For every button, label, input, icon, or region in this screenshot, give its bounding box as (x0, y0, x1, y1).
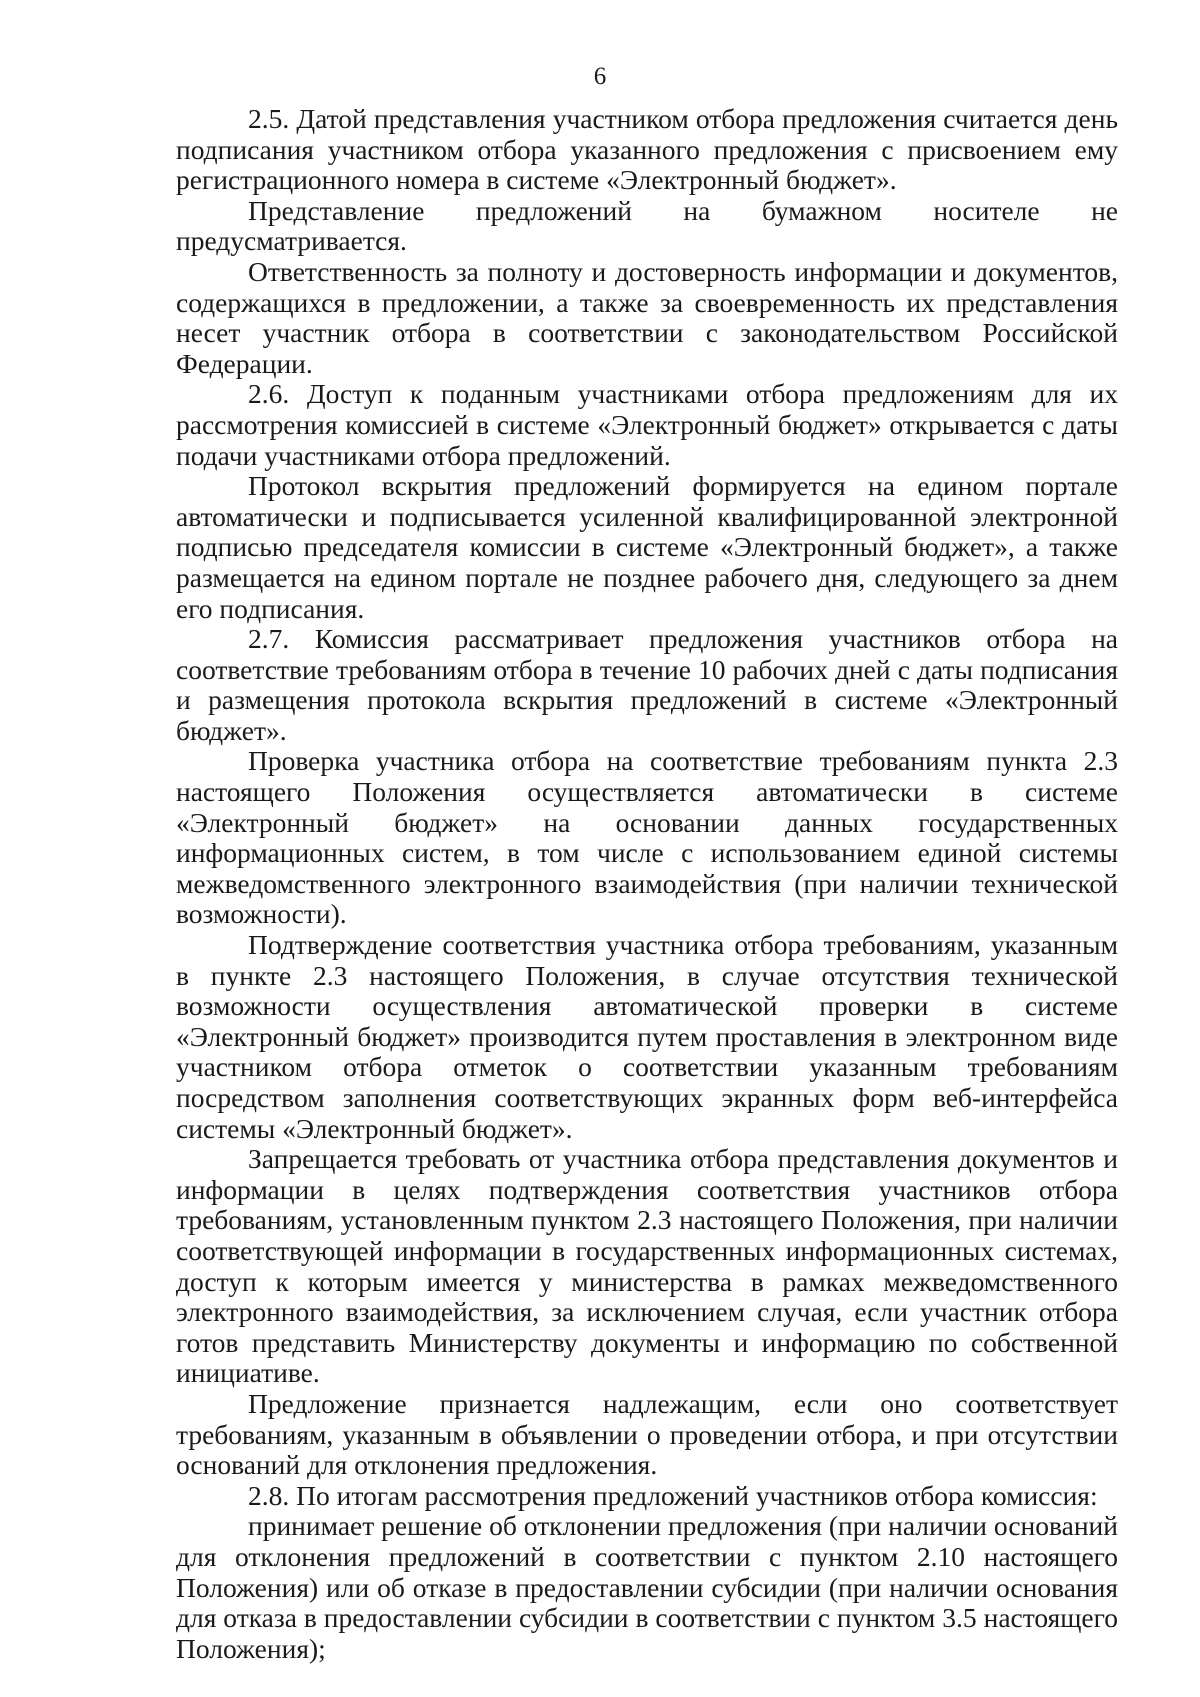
paragraph-paper-submission: Представление предложений на бумажном носителе не предусматривается. (176, 194, 1118, 257)
paragraph-prohibition: Запрещается требовать от участника отбора представления документов и информации в целях подтверждения соответствия участников отбора требованиям, установленным пунктом 2.3 настоящего Положения, при наличии соответствующей информации в государственных информационных системах, доступ к которым имеется у министерства в рамках межведомственного электронного взаимодействия, за исключением случая, если участник отбора готов представить Министерству документы и информацию по собственной инициативе. (176, 1143, 1118, 1389)
paragraph-2-8: 2.8. По итогам рассмотрения предложений участников отбора комиссия: (248, 1479, 1098, 1511)
paragraph-proper-proposal: Предложение признается надлежащим, если оно соответствует требованиям, указанным в объявлении о проведении отбора, и при отсутствии оснований для отклонения предложения. (176, 1387, 1118, 1481)
paragraph-automatic-check: Проверка участника отбора на соответствие требованиям пункта 2.3 настоящего Положения осуществляется автоматически в системе «Электронный бюджет» на основании данных государственных информационных систем, в том числе с использованием единой системы межведомственного электронного взаимодействия (при наличии технической возможности). (176, 745, 1118, 930)
paragraph-rejection-decision: принимает решение об отклонении предложения (при наличии оснований для отклонения предложений в соответствии с пунктом 2.10 настоящего Положения) или об отказе в предоставлении субсидии (при наличии основания для отказа в предоставлении субсидии в соответствии с пунктом 3.5 настоящего Положения); (176, 1510, 1118, 1664)
paragraph-confirmation: Подтверждение соответствия участника отбора требованиям, указанным в пункте 2.3 настоящего Положения, в случае отсутствия технической возможности осуществления автоматической проверки в системе «Электронный бюджет» производится путем проставления в электронном виде участником отбора отметок о соответствии указанным требованиям посредством заполнения соответствующих экранных форм веб-интерфейса системы «Электронный бюджет». (176, 929, 1118, 1144)
paragraph-opening-protocol: Протокол вскрытия предложений формируется на едином портале автоматически и подписывается усиленной квалифицированной электронной подписью председателя комиссии в системе «Электронный бюджет», а также размещается на едином портале не позднее рабочего дня, следующего за днем его подписания. (176, 470, 1118, 624)
paragraph-2-6: 2.6. Доступ к поданным участниками отбора предложениям для их рассмотрения комиссией в системе «Электронный бюджет» открывается с даты подачи участниками отбора предложений. (176, 378, 1118, 471)
document-body (176, 104, 1118, 1664)
page-number: 6 (593, 63, 607, 90)
paragraph-2-7: 2.7. Комиссия рассматривает предложения участников отбора на соответствие требованиям отбора в течение 10 рабочих дней с даты подписания и размещения протокола вскрытия предложений в системе «Электронный бюджет». (176, 623, 1118, 746)
paragraph-2-5: 2.5. Датой представления участником отбора предложения считается день подписания участником отбора указанного предложения с присвоением ему регистрационного номера в системе «Электронный бюджет». (176, 103, 1118, 196)
paragraph-responsibility: Ответственность за полноту и достоверность информации и документов, содержащихся в предложении, а также за своевременность их представления несет участник отбора в соответствии с законодательством Российской Федерации. (176, 255, 1118, 379)
